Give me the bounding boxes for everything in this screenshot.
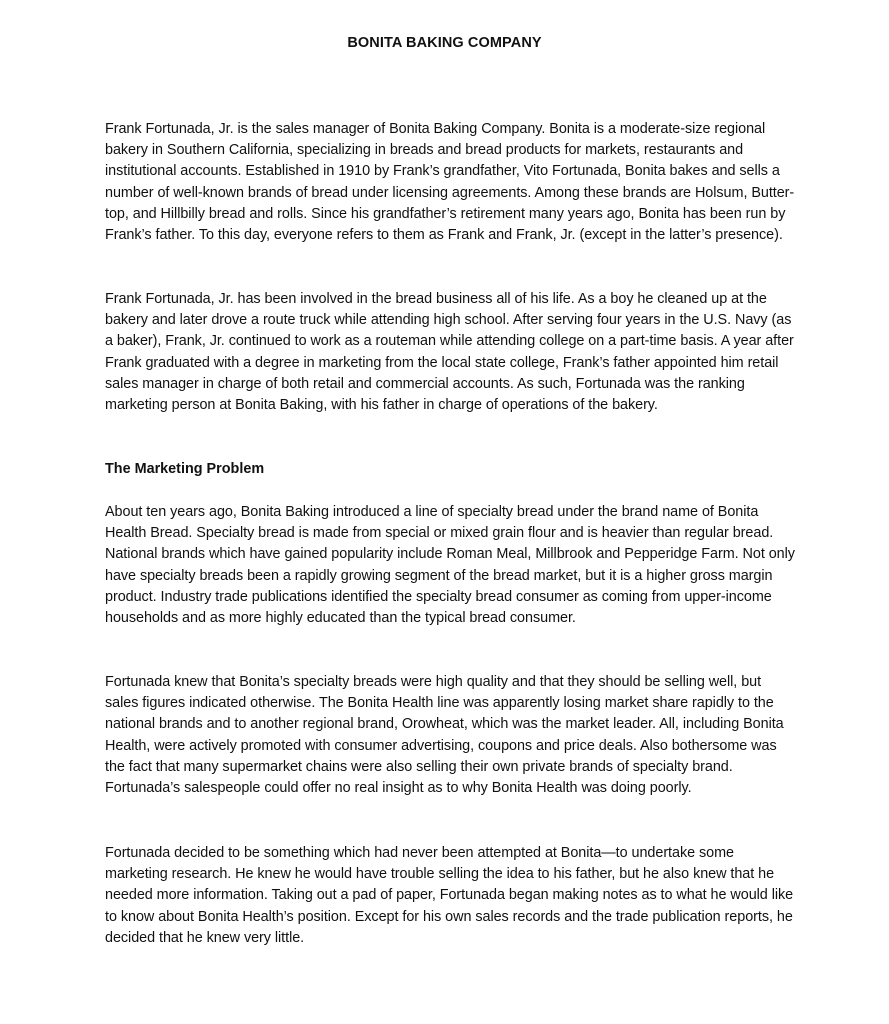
section-paragraph-2: Fortunada knew that Bonita’s specialty breads were high quality and that they should be selling well, but sales figures indicated otherwise. The Bonita Health line was apparently losing market share rapidly to the national brands and to another regional brand, Orowheat, which was the market leader. All, including Bonita Health, were actively promoted with consumer advertising, coupons and price deals. Also bothersome was the fact that many supermarket chains were also selling their own private brands of specialty brand. Fortunada’s salespeople could offer no real insight as to why Bonita Health was doing poorly. xyxy=(105,674,784,797)
document-title: BONITA BAKING COMPANY xyxy=(347,35,542,51)
section-heading-marketing-problem: The Marketing Problem xyxy=(105,461,265,477)
intro-paragraph-1: Frank Fortunada, Jr. is the sales manager of Bonita Baking Company. Bonita is a moderate-size regional bakery in Southern California, specializing in breads and bread products for markets, restaurants and institutional accounts. Established in 1910 by Frank’s grandfather, Vito Fortunada, Bonita bakes and sells a number of well-known brands of bread under licensing agreements. Among these brands are Holsum, Butter-top, and Hillbilly bread and rolls. Since his grandfather’s retirement many years ago, Bonita has been run by Frank’s father. To this day, everyone refers to them as Frank and Frank, Jr. (except in the latter’s presence). xyxy=(105,121,795,244)
section-paragraph-3: Fortunada decided to be something which had never been attempted at Bonita—to undertake some marketing research. He knew he would have trouble selling the idea to his father, but he also knew that he needed more information. Taking out a pad of paper, Fortunada began making notes as to what he would like to know about Bonita Health’s position. Except for his own sales records and the trade publication reports, he decided that he knew very little. xyxy=(105,845,794,946)
section-paragraph-1: About ten years ago, Bonita Baking introduced a line of specialty bread under the brand name of Bonita Health Bread. Specialty bread is made from special or mixed grain flour and is heavier than regular bread. National brands which have gained popularity include Roman Meal, Millbrook and Pepperidge Farm. Not only have specialty breads been a rapidly growing segment of the bread market, but it is a higher gross margin product. Industry trade publications identified the specialty bread consumer as coming from upper-income households and as more highly educated than the typical bread consumer. xyxy=(105,504,795,627)
intro-paragraph-2: Frank Fortunada, Jr. has been involved in the bread business all of his life. As a boy he cleaned up at the bakery and later drove a route truck while attending high school. After serving four years in the U.S. Navy (as a baker), Frank, Jr. continued to work as a routeman while attending college on a part-time basis. A year after Frank graduated with a degree in marketing from the local state college, Frank’s father appointed him retail sales manager in charge of both retail and commercial accounts. As such, Fortunada was the ranking marketing person at Bonita Baking, with his father in charge of operations of the bakery. xyxy=(105,291,794,414)
